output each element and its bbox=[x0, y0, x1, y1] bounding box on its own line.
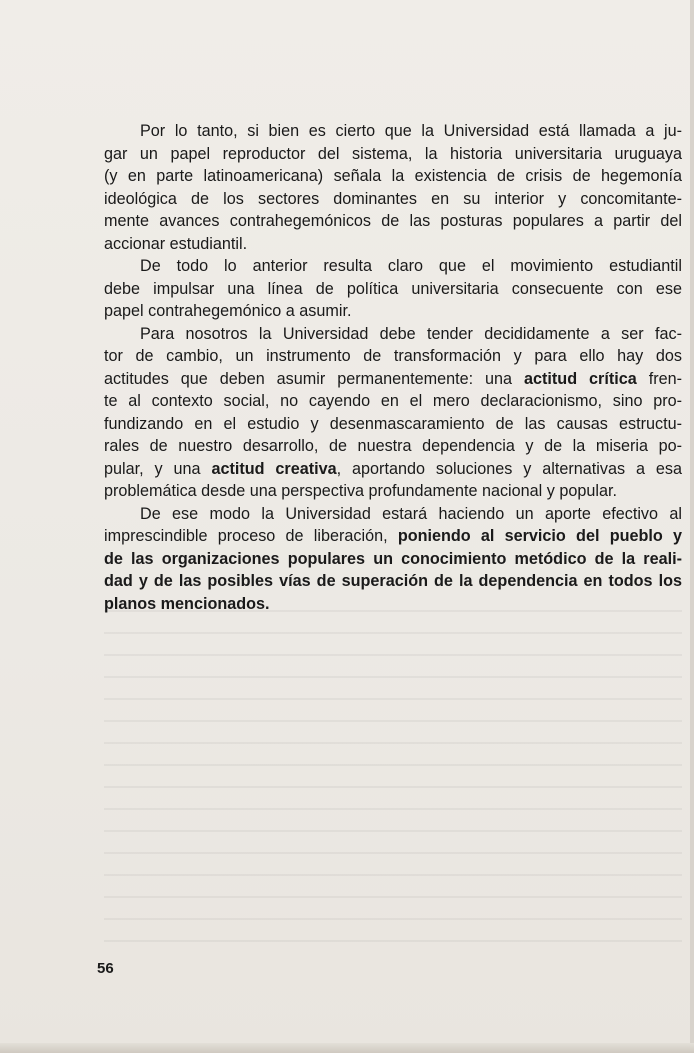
text-segment: actitudes que deben asumir permanentemente: una bbox=[104, 369, 525, 388]
paragraph-3 bbox=[104, 323, 682, 503]
text-segment: fren- bbox=[636, 369, 682, 388]
emphasis-actitud-critica: actitud crítica bbox=[524, 369, 637, 388]
text-segment: pular, y una bbox=[104, 459, 212, 478]
text-line: De todo lo anterior resulta claro que el movimiento estudiantil bbox=[140, 257, 682, 275]
show-through-texture bbox=[104, 600, 682, 960]
text-line: Para nosotros la Universidad debe tender decididamente a ser fac- bbox=[140, 324, 682, 343]
text-line: (y en parte latinoamericana) señala la existencia de crisis de hegemonía bbox=[104, 167, 682, 185]
text-line bbox=[104, 458, 682, 481]
text-line bbox=[104, 368, 682, 391]
text-line: accionar estudiantil. bbox=[104, 234, 248, 253]
text-line: problemática desde una perspectiva profundamente nacional y popular. bbox=[104, 482, 617, 500]
text-line: te al contexto social, no cayendo en el mero declaracionismo, sino pro- bbox=[104, 392, 682, 410]
body-text bbox=[104, 120, 682, 615]
paragraph-1 bbox=[104, 120, 682, 255]
text-line-bold: de las organizaciones populares un conocimiento metódico de la reali- bbox=[104, 549, 682, 568]
emphasis-actitud-creativa: actitud creativa bbox=[211, 459, 337, 478]
paragraph-2 bbox=[104, 255, 682, 323]
text-line bbox=[104, 525, 682, 548]
text-line: ideológica de los sectores dominantes en su interior y concomitante- bbox=[104, 189, 682, 208]
text-line-bold: dad y de las posibles vías de superación de la dependencia en todos los bbox=[104, 572, 682, 590]
emphasis-segment: poniendo al servicio del pueblo y bbox=[397, 527, 682, 545]
text-line: papel contrahegemónico a asumir. bbox=[104, 302, 352, 320]
page-number: 56 bbox=[97, 960, 114, 977]
paragraph-4 bbox=[104, 503, 682, 616]
text-line: tor de cambio, un instrumento de transformación y para ello hay dos bbox=[104, 347, 682, 365]
page-edge-bottom bbox=[0, 1043, 694, 1053]
text-line: Por lo tanto, si bien es cierto que la Universidad está llamada a ju- bbox=[140, 122, 682, 140]
text-line: gar un papel reproductor del sistema, la historia universitaria uruguaya bbox=[104, 144, 682, 163]
text-line: debe impulsar una línea de política universitaria consecuente con ese bbox=[104, 279, 682, 298]
text-segment: , aportando soluciones y alternativas a esa bbox=[336, 459, 682, 478]
text-line: De ese modo la Universidad estará haciendo un aporte efectivo al bbox=[140, 504, 682, 523]
page-edge bbox=[690, 0, 694, 1053]
text-line: mente avances contrahegemónicos de las posturas populares a partir del bbox=[104, 212, 682, 230]
text-line: fundizando en el estudio y desenmascaramiento de las causas estructu- bbox=[104, 414, 682, 433]
text-line-bold: planos mencionados. bbox=[104, 594, 270, 613]
text-segment: imprescindible proceso de liberación, bbox=[104, 527, 398, 545]
text-line: rales de nuestro desarrollo, de nuestra dependencia y de la miseria po- bbox=[104, 437, 682, 455]
